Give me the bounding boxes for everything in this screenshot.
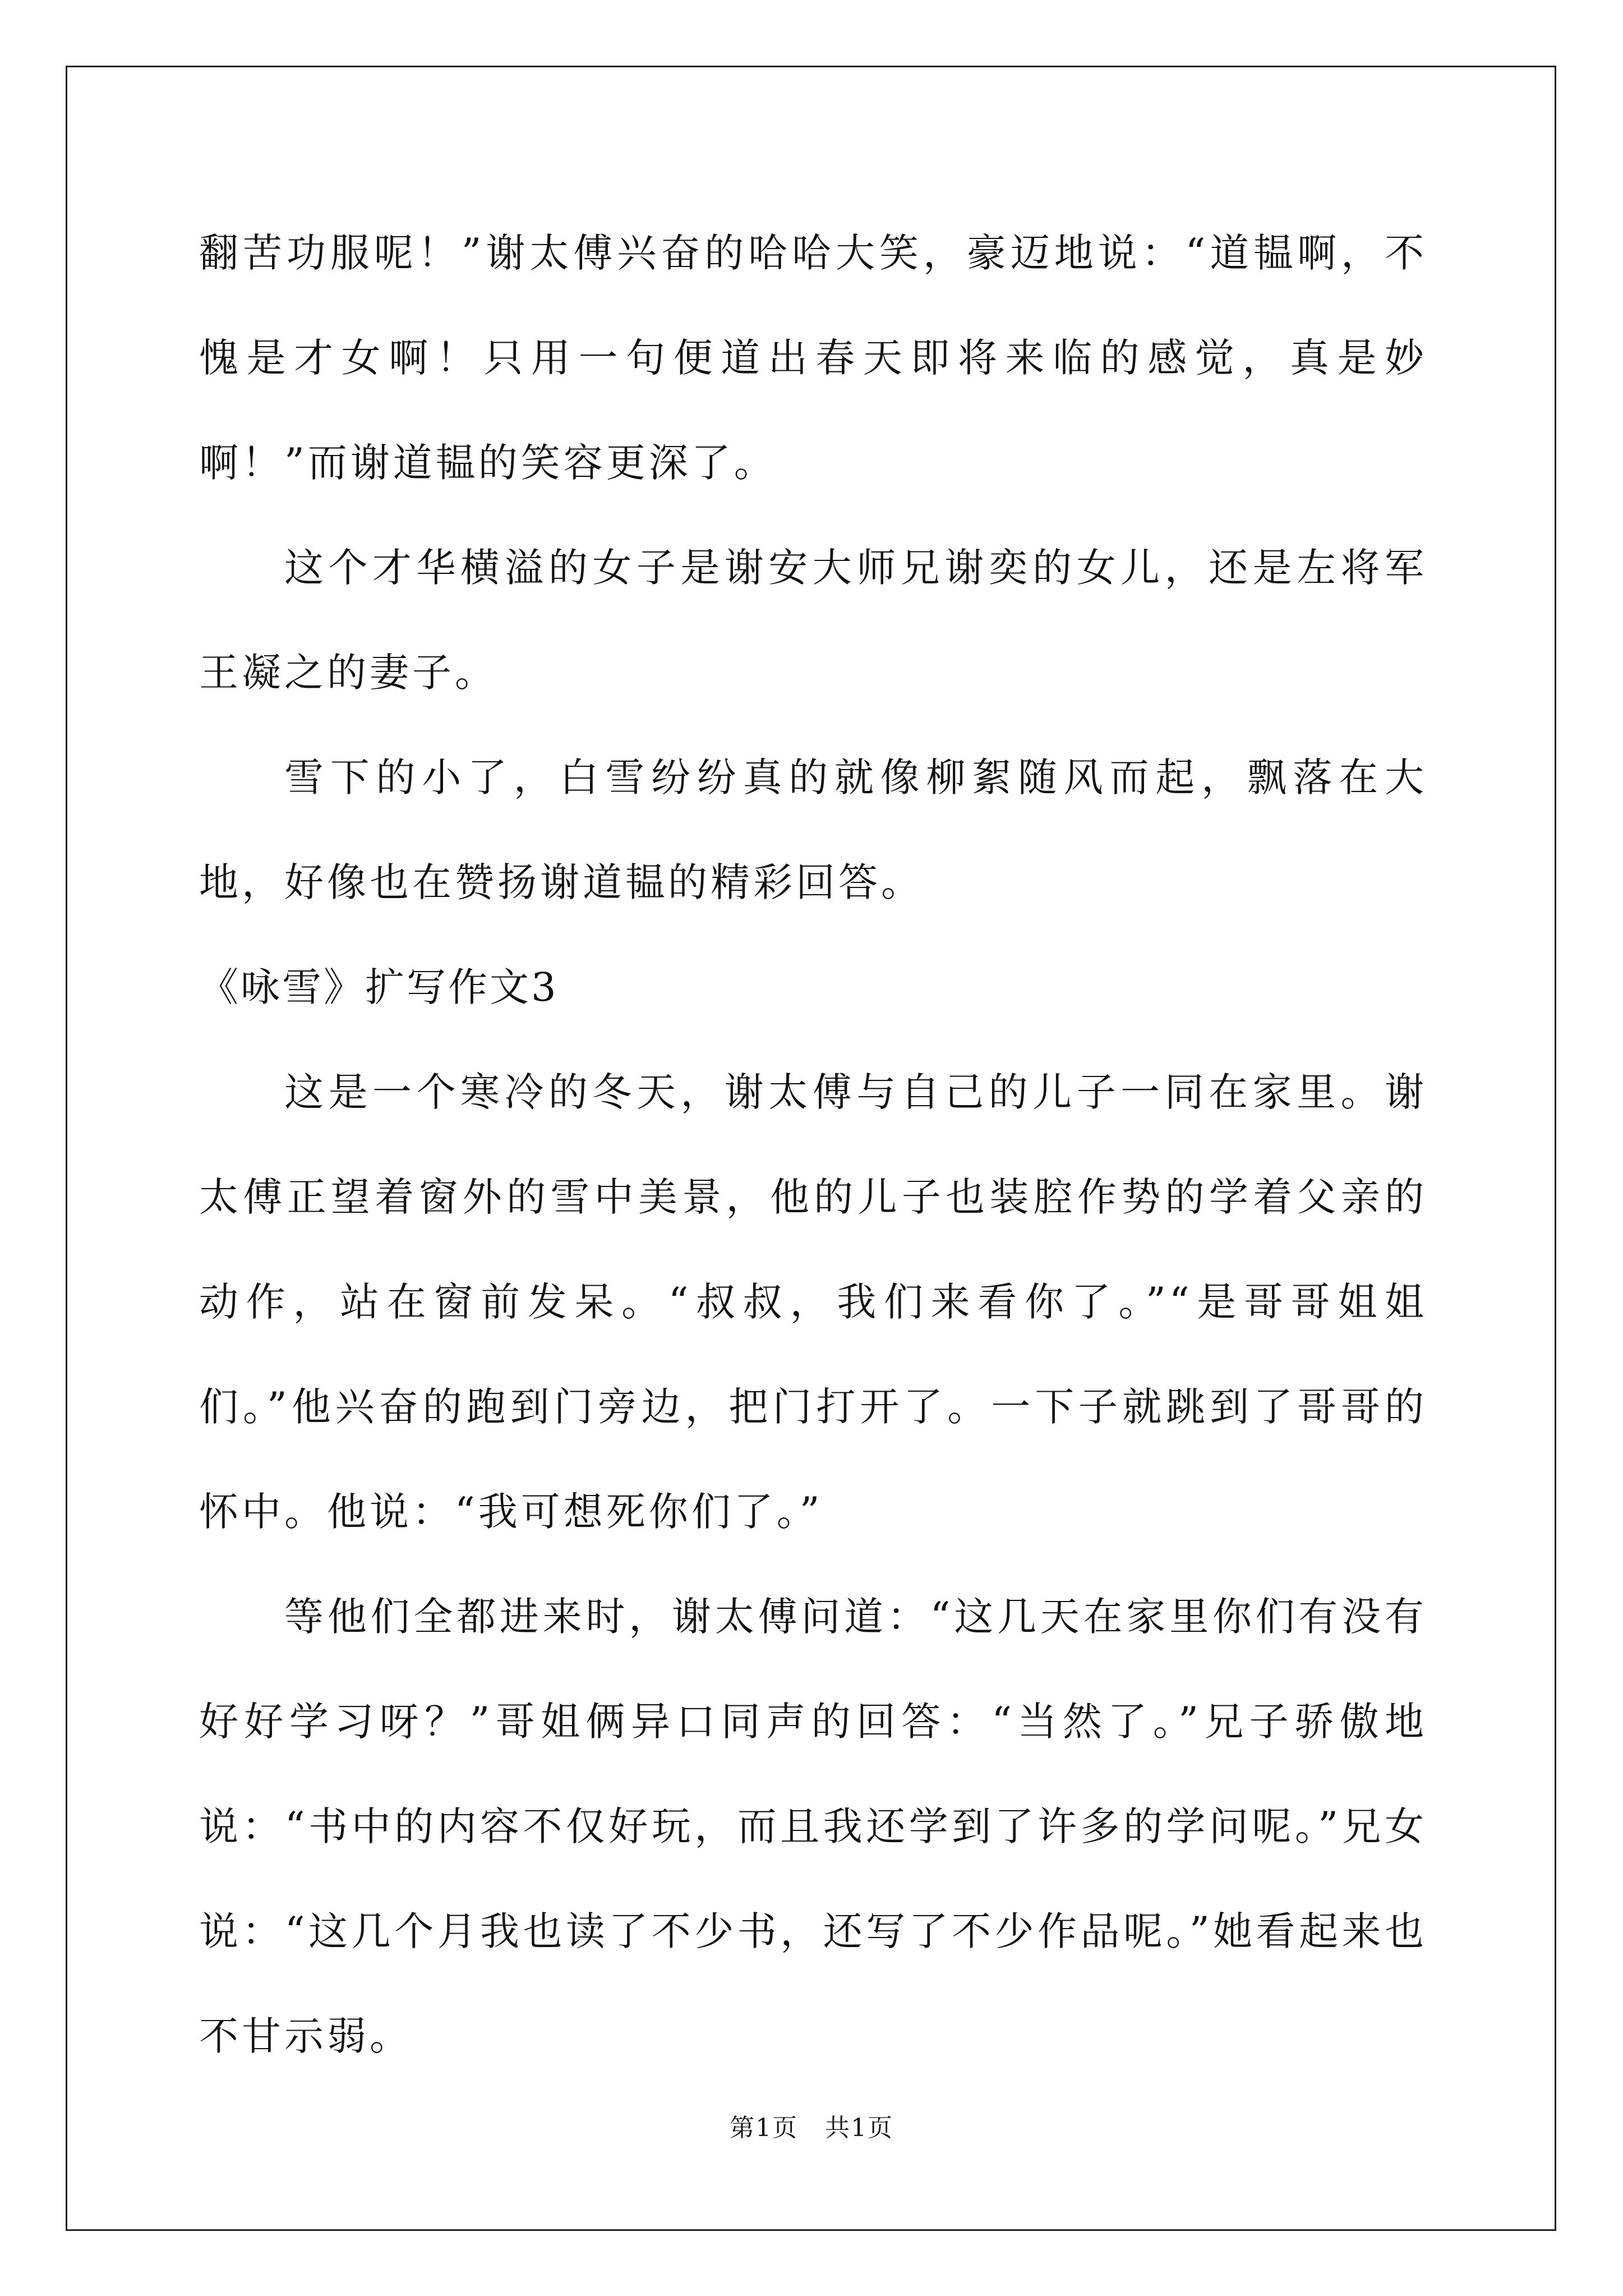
paragraph: 这是一个寒冷的冬天，谢太傅与自己的儿子一同在家里。谢太傅正望着窗外的雪中美景，他的儿子也装腔作势的学着父亲的动作，站在窗前发呆。“叔叔，我们来看你了。”“是哥哥姐姐们。”他兴奋的跑到门旁边，把门打开了。一下子就跳到了哥哥的怀中。他说：“我可想死你们了。” xyxy=(199,1069,1427,1535)
section-heading: 《咏雪》扩写作文3 xyxy=(199,964,559,1010)
paragraph: 这个才华横溢的女子是谢安大师兄谢奕的女儿，还是左将军王凝之的妻子。 xyxy=(199,545,1427,696)
document-body xyxy=(199,201,1427,2089)
paragraph: 等他们全都进来时，谢太傅问道：“这几天在家里你们有没有好好学习呀？”哥姐俩异口同声的回答：“当然了。”兄子骄傲地说：“书中的内容不仅好玩，而且我还学到了许多的学问呢。”兄女说：“这几个月我也读了不少书，还写了不少作品呢。”她看起来也不甘示弱。 xyxy=(199,1594,1427,2059)
paragraph-continuation: 翻苦功服呢！”谢太傅兴奋的哈哈大笑，豪迈地说：“道韫啊，不愧是才女啊！只用一句便道出春天即将来临的感觉，真是妙啊！”而谢道韫的笑容更深了。 xyxy=(199,230,1427,486)
page-footer: 第1页 共1页 xyxy=(730,2114,893,2142)
paragraph: 雪下的小了，白雪纷纷真的就像柳絮随风而起，飘落在大地，好像也在赞扬谢道韫的精彩回答。 xyxy=(199,754,1427,905)
